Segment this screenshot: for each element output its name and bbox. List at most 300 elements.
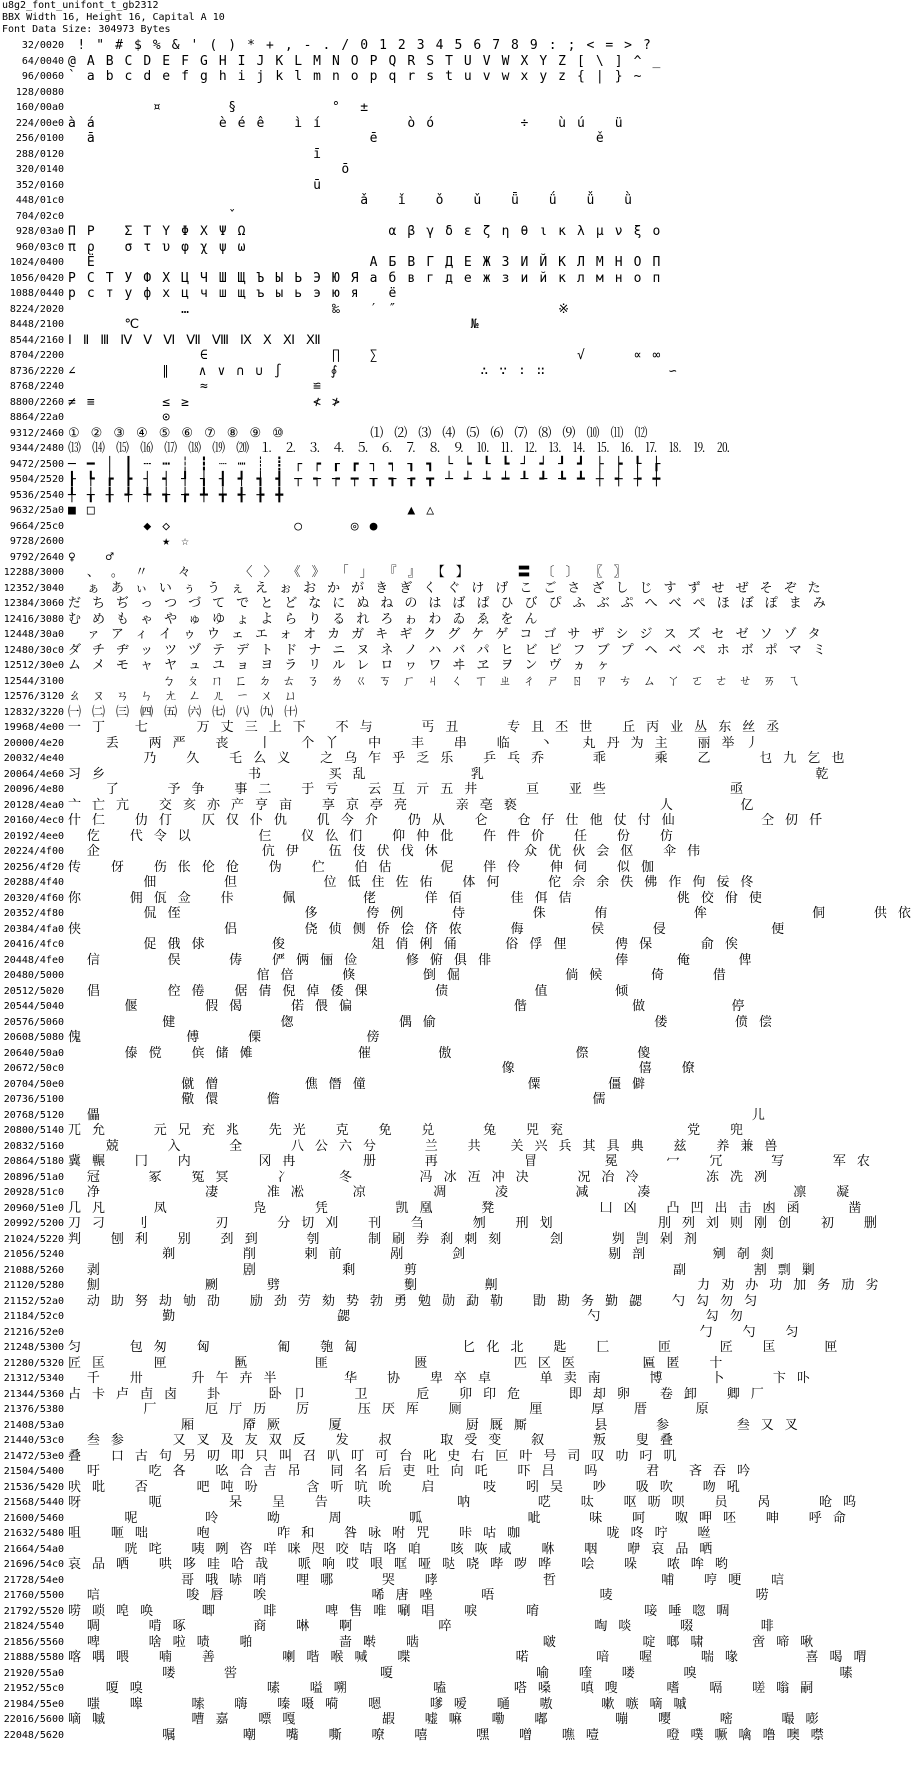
glyph-row bbox=[0, 999, 747, 1015]
row-code-label: 20160/4ec0 bbox=[3, 815, 64, 826]
row-glyphs: ≈ ≌ bbox=[68, 379, 323, 394]
data-size-line: Font Data Size: 304973 Bytes bbox=[2, 24, 171, 35]
row-glyphs: ` a b c d e f g h i j k l m n o p q r s t u v w x y z { | } ~ bbox=[68, 69, 644, 84]
row-code-label: 8864/22a0 bbox=[9, 412, 64, 423]
row-glyphs: 信 俣 俦 俨 俩 俪 俭 修 俯 俱 俳 俸 俺 俾 bbox=[68, 952, 754, 968]
glyph-row bbox=[0, 240, 620, 256]
row-code-label: 21856/5560 bbox=[3, 1636, 64, 1648]
row-code-label: 21984/55e0 bbox=[3, 1698, 64, 1710]
glyph-row bbox=[0, 612, 620, 628]
glyph-row bbox=[0, 38, 653, 54]
row-code-label: 21152/52a0 bbox=[3, 1295, 64, 1307]
glyph-row bbox=[0, 1665, 855, 1682]
row-glyphs: 判 刨 利 别 刭 到 刳 制 刷 券 刹 刺 刻 刽 刿 剀 剁 剂 bbox=[68, 1231, 699, 1247]
row-glyphs: ┠ ┡ ┢ ┣ ┤ ┥ ┦ ┧ ┨ ┩ ┪ ┫ ┬ ┭ ┮ ┯ ┰ ┱ ┲ ┳ ┴ ┵ ┶ ┷ ┸ ┹ ┺ ┻ ┼ ┽ ┾ ┿ bbox=[68, 472, 662, 487]
row-code-label: 320/0140 bbox=[15, 164, 64, 175]
row-glyphs: ∈ ∏ ∑ √ ∝ ∞ bbox=[68, 348, 662, 363]
row-code-label: 21536/5420 bbox=[3, 1481, 64, 1493]
glyph-row bbox=[0, 395, 620, 411]
row-glyphs: 嗤 嗥 嗦 嗨 嗪 嗫 嗬 嗯 嗲 嗳 嗵 嗷 嗽 嗾 嘀 嘁 bbox=[68, 1696, 689, 1712]
row-code-label: 21792/5520 bbox=[3, 1605, 64, 1617]
row-code-label: 21504/5400 bbox=[3, 1466, 64, 1477]
glyph-row bbox=[0, 1479, 742, 1496]
row-code-label: 20992/5200 bbox=[3, 1218, 64, 1229]
row-glyphs: ⒀ ⒁ ⒂ ⒃ ⒄ ⒅ ⒆ ⒇ ⒈ ⒉ ⒊ ⒋ ⒌ ⒍ ⒎ ⒏ ⒐ ⒑ ⒒ ⒓ ⒔ ⒕ ⒖ ⒗ ⒘ ⒙ ⒚ ⒛ bbox=[68, 441, 732, 456]
row-code-label: 12480/30c0 bbox=[3, 644, 64, 656]
row-glyphs: 儡 儿 bbox=[68, 1107, 767, 1123]
row-code-label: 21280/5320 bbox=[3, 1357, 64, 1369]
row-glyphs: 喽 喾 嗄 喻 喹 喽 嗅 嗉 bbox=[68, 1665, 855, 1681]
glyph-row bbox=[0, 1417, 800, 1434]
glyph-row bbox=[0, 1185, 851, 1201]
glyph-row bbox=[0, 1154, 872, 1170]
row-glyphs: 叠 口 古 句 另 叨 叩 只 叫 召 叭 叮 可 台 叱 史 右 叵 叶 号 司 叹 叻 叼 叽 bbox=[68, 1448, 679, 1464]
row-code-label: 19968/4e00 bbox=[3, 722, 64, 733]
row-code-label: 20320/4f60 bbox=[3, 892, 64, 904]
glyph-row bbox=[0, 317, 620, 333]
row-code-label: 21760/5500 bbox=[3, 1590, 64, 1601]
glyph-row bbox=[0, 441, 732, 457]
row-code-label: 21120/5280 bbox=[3, 1280, 64, 1291]
glyph-row bbox=[0, 1526, 713, 1542]
row-code-label: 20448/4fe0 bbox=[3, 954, 64, 966]
row-code-label: 9536/2540 bbox=[9, 489, 64, 501]
glyph-row bbox=[0, 565, 629, 581]
row-glyphs: 什 仁 仂 仃 仄 仅 仆 仇 仉 今 介 仍 从 仑 仓 仔 仕 他 仗 付 仙 仝 仞 仟 bbox=[68, 813, 824, 828]
row-glyphs: Π Ρ Σ Τ Υ Φ Χ Ψ Ω α β γ δ ε ζ η θ ι κ λ μ ν ξ ο bbox=[68, 224, 662, 239]
row-code-label: 12512/30e0 bbox=[3, 660, 64, 671]
row-glyphs: ā ē ě bbox=[68, 131, 606, 146]
row-glyphs: 厂 厄 厅 历 厉 压 厌 厍 厕 厘 厚 厝 原 bbox=[68, 1402, 711, 1417]
row-code-label: 21376/5380 bbox=[3, 1404, 64, 1415]
row-glyphs: ⊙ bbox=[68, 410, 172, 425]
row-glyphs: 刀 刁 刂 刃 分 切 刈 刊 刍 刎 刑 划 刖 列 刘 则 刚 创 初 删 bbox=[68, 1216, 879, 1231]
glyph-row bbox=[0, 1448, 679, 1465]
row-glyphs: 厢 厣 厥 厦 厨 厩 厮 县 参 叁 又 叉 bbox=[68, 1417, 800, 1433]
row-glyphs: ァ ア ィ イ ゥ ウ ェ エ ォ オ カ ガ キ ギ ク グ ケ ゲ コ ゴ サ ザ シ ジ ス ズ セ ゼ ソ ゾ タ bbox=[68, 627, 823, 642]
font-name-line: u8g2_font_unifont_t_gb2312 bbox=[2, 0, 159, 11]
glyph-row bbox=[0, 689, 620, 705]
glyph-row bbox=[0, 968, 728, 984]
row-code-label: 20544/5040 bbox=[3, 1001, 64, 1012]
row-glyphs: 企 伉 伊 伍 伎 伏 伐 休 众 优 伙 会 伛 伞 伟 bbox=[68, 844, 702, 859]
glyph-row bbox=[0, 1138, 780, 1155]
glyph-row bbox=[0, 1371, 812, 1387]
row-glyphs: ¤ § ° ± bbox=[68, 100, 370, 115]
glyph-row bbox=[0, 596, 828, 612]
row-code-label: 20064/4e60 bbox=[3, 768, 64, 780]
row-glyphs: 传 伢 伤 伥 伦 伧 伪 伫 伯 估 伲 伴 伶 伸 伺 似 伽 bbox=[68, 859, 656, 875]
glyph-row bbox=[0, 658, 620, 674]
row-glyphs: ∠ ∥ ∧ ∨ ∩ ∪ ∫ ∮ ∴ ∵ ∶ ∷ ∽ bbox=[68, 363, 679, 379]
row-code-label: 20416/4fc0 bbox=[3, 939, 64, 950]
row-glyphs: 哥 哦 哧 哨 哩 哪 哭 哮 哲 哺 哼 哽 唁 bbox=[68, 1572, 786, 1588]
row-glyphs: 啤 啥 啦 啧 啪 啬 啭 啮 啵 啶 啷 啸 啻 啼 啾 bbox=[68, 1634, 815, 1650]
row-glyphs: 习 乡 书 买 乱 乳 乾 bbox=[68, 766, 831, 782]
row-code-label: 8544/2160 bbox=[9, 334, 64, 346]
row-code-label: 20608/5080 bbox=[3, 1032, 64, 1043]
row-glyphs: 吠 吡 否 吧 吨 吩 含 听 吭 吮 启 吱 吲 吴 吵 吸 吹 吻 吼 bbox=[68, 1479, 742, 1495]
row-glyphs: ℃ № bbox=[68, 317, 481, 332]
glyph-row bbox=[0, 100, 620, 116]
row-glyphs: 僦 僧 僬 僭 僮 僳 僵 僻 bbox=[68, 1076, 647, 1092]
row-code-label: 21664/54a0 bbox=[3, 1543, 64, 1555]
glyph-row bbox=[0, 673, 802, 690]
glyph-row bbox=[0, 705, 620, 721]
glyph-row bbox=[0, 1650, 869, 1666]
glyph-row bbox=[0, 580, 823, 597]
row-glyphs: 冀 冁 冂 内 冈 冉 册 再 冒 冕 冖 冗 写 军 农 bbox=[68, 1154, 872, 1169]
glyph-row bbox=[0, 286, 620, 302]
row-glyphs: 匀 包 匆 匈 匍 匏 匐 匕 化 北 匙 匚 匝 匠 匡 匣 bbox=[68, 1340, 839, 1355]
row-code-label: 20512/5020 bbox=[3, 985, 64, 997]
row-code-label: 20224/4f00 bbox=[3, 846, 64, 857]
row-code-label: 96/0060 bbox=[21, 71, 64, 82]
glyph-row bbox=[0, 828, 675, 845]
glyph-row bbox=[0, 456, 662, 473]
row-code-label: 20000/4e20 bbox=[3, 737, 64, 749]
glyph-row bbox=[0, 1681, 815, 1697]
glyph-row bbox=[0, 178, 620, 194]
row-code-label: 20928/51c0 bbox=[3, 1187, 64, 1198]
glyph-row bbox=[0, 906, 913, 922]
glyph-row bbox=[0, 735, 761, 752]
row-glyphs: 兀 允 元 兄 充 兆 先 光 克 免 兑 兔 兕 兖 党 兜 bbox=[68, 1123, 745, 1138]
glyph-row bbox=[0, 1076, 647, 1093]
row-code-label: 21248/5300 bbox=[3, 1342, 64, 1353]
row-glyphs: 侠 侣 侥 侦 侧 侨 侩 侪 侬 侮 侯 侵 便 bbox=[68, 921, 786, 937]
row-glyphs: だ ち ぢ っ つ づ て で と ど な に ぬ ね の は ば ぱ ひ び ぴ ふ ぶ ぷ へ べ ぺ ほ ぼ ぽ ま み bbox=[68, 596, 828, 611]
glyph-row bbox=[0, 333, 620, 349]
row-code-label: 704/02c0 bbox=[15, 210, 64, 222]
row-glyphs: 几 凡 凤 凫 凭 凯 凰 凳 凵 凶 凸 凹 出 击 凼 函 凿 bbox=[68, 1200, 863, 1216]
row-glyphs: 冠 冢 冤 冥 冫 冬 冯 冰 冱 冲 决 况 冶 冷 冻 冼 冽 bbox=[68, 1169, 769, 1185]
row-glyphs: 嘀 嘁 嘈 嘉 嘌 嘎 嘏 嘘 嘛 嘞 嘟 嘣 嘤 嘧 嘬 嘭 bbox=[68, 1712, 821, 1727]
glyph-row bbox=[0, 425, 650, 442]
glyph-row bbox=[0, 890, 764, 907]
glyph-row bbox=[0, 270, 662, 287]
glyph-row bbox=[0, 348, 662, 364]
glyph-row bbox=[0, 534, 620, 550]
row-code-label: 20256/4f20 bbox=[3, 861, 64, 873]
glyph-row bbox=[0, 952, 754, 969]
glyph-row bbox=[0, 1355, 724, 1372]
row-glyphs: 千 卅 升 午 卉 半 华 协 卑 卒 卓 单 卖 南 博 卜 卞 卟 bbox=[68, 1371, 812, 1386]
row-code-label: 21024/5220 bbox=[3, 1233, 64, 1245]
glyph-row bbox=[0, 1433, 675, 1449]
row-code-label: 21440/53c0 bbox=[3, 1435, 64, 1446]
row-glyphs: 促 俄 俅 俊 俎 俏 俐 俑 俗 俘 俚 俜 保 俞 俟 bbox=[68, 937, 740, 952]
row-glyphs: 呢 呤 呦 周 呱 呲 味 呵 呶 呷 呸 呻 呼 命 bbox=[68, 1510, 848, 1526]
row-code-label: 20096/4e80 bbox=[3, 784, 64, 795]
row-code-label: 9312/2460 bbox=[9, 427, 64, 439]
glyph-row bbox=[0, 1402, 711, 1418]
row-code-label: 8768/2240 bbox=[9, 381, 64, 392]
glyph-row bbox=[0, 131, 620, 147]
glyph-row bbox=[0, 1216, 879, 1232]
row-code-label: 12288/3000 bbox=[3, 567, 64, 578]
row-code-label: 21216/52e0 bbox=[3, 1326, 64, 1338]
glyph-row bbox=[0, 1030, 620, 1046]
glyph-row bbox=[0, 1712, 821, 1728]
glyph-row bbox=[0, 1557, 730, 1573]
row-code-label: 21056/5240 bbox=[3, 1249, 64, 1260]
row-code-label: 21344/5360 bbox=[3, 1388, 64, 1400]
row-code-label: 20832/5160 bbox=[3, 1140, 64, 1152]
row-code-label: 1056/0420 bbox=[9, 272, 64, 284]
glyph-row bbox=[0, 1324, 800, 1341]
glyph-row bbox=[0, 1278, 880, 1294]
glyph-row bbox=[0, 1061, 697, 1077]
glyph-row bbox=[0, 503, 620, 519]
row-code-label: 21888/5580 bbox=[3, 1652, 64, 1663]
row-glyphs: 偃 假 偈 偌 偎 偏 偕 做 停 bbox=[68, 999, 747, 1014]
row-code-label: 8448/2100 bbox=[9, 319, 64, 330]
glyph-row bbox=[0, 1092, 620, 1108]
glyph-row bbox=[0, 844, 702, 860]
glyph-row bbox=[0, 1603, 731, 1620]
glyph-row bbox=[0, 115, 625, 132]
glyph-row bbox=[0, 813, 824, 829]
row-code-label: 8704/2200 bbox=[9, 350, 64, 361]
row-code-label: 20736/5100 bbox=[3, 1094, 64, 1105]
row-glyphs: 倌 倍 倏 倒 倔 倘 候 倚 借 bbox=[68, 968, 728, 983]
row-glyphs: à á è é ê ì í ò ó ÷ ù ú ü bbox=[68, 115, 625, 131]
row-code-label: 21696/54c0 bbox=[3, 1559, 64, 1570]
glyph-row bbox=[0, 1510, 848, 1527]
row-glyphs: 嗄 嗅 嗉 嗌 嗍 嗑 嗒 嗓 嗔 嗖 嗜 嗝 嗟 嗡 嗣 bbox=[68, 1681, 815, 1696]
glyph-row bbox=[0, 1107, 767, 1124]
row-glyphs: 剃 削 剌 前 剐 剑 剔 剖 剜 剞 剡 bbox=[68, 1247, 776, 1262]
glyph-row bbox=[0, 1200, 863, 1217]
glyph-row bbox=[0, 1588, 771, 1604]
glyph-row bbox=[0, 1309, 745, 1325]
row-glyphs: ─ ━ │ ┃ ┄ ┅ ┆ ┇ ┈ ┉ ┊ ┋ ┌ ┍ ┎ ┏ ┐ ┑ ┒ ┓ └ ┕ ┖ ┗ ┘ ┙ ┚ ┛ ├ ┝ ┞ ┟ bbox=[68, 456, 662, 472]
row-code-label: 20128/4ea0 bbox=[3, 799, 64, 811]
glyph-row bbox=[0, 1541, 714, 1558]
row-code-label: 12352/3040 bbox=[3, 582, 64, 594]
row-glyphs: ! " # $ % & ' ( ) * + , - . / 0 1 2 3 4 5 6 7 8 9 : ; < = > ? bbox=[68, 38, 653, 53]
row-code-label: 288/0120 bbox=[15, 148, 64, 160]
row-glyphs: ǎ ǐ ǒ ǔ ǖ ǘ ǚ ǜ bbox=[68, 193, 634, 208]
row-code-label: 8224/2020 bbox=[9, 303, 64, 315]
row-code-label: 22016/5600 bbox=[3, 1714, 64, 1725]
row-glyphs: Ⅰ Ⅱ Ⅲ Ⅳ Ⅴ Ⅵ Ⅶ Ⅷ Ⅸ Ⅹ Ⅺ Ⅻ bbox=[68, 332, 323, 348]
row-code-label: 960/03c0 bbox=[15, 241, 64, 253]
row-code-label: 1088/0440 bbox=[9, 288, 64, 299]
row-glyphs: ★ ☆ bbox=[68, 534, 191, 549]
row-glyphs: 嘱 嘲 嘴 嘶 嘹 嘻 嘿 噌 噍 噎 噔 噗 噘 噙 噜 噢 噤 bbox=[68, 1727, 826, 1743]
glyph-row bbox=[0, 410, 620, 426]
glyph-row bbox=[0, 302, 620, 318]
row-code-label: 12832/3220 bbox=[3, 706, 64, 718]
glyph-row bbox=[0, 1495, 858, 1511]
row-code-label: 21184/52c0 bbox=[3, 1311, 64, 1322]
row-code-label: 928/03a0 bbox=[15, 226, 64, 237]
row-glyphs: ㈠ ㈡ ㈢ ㈣ ㈤ ㈥ ㈦ ㈧ ㈨ ㈩ bbox=[68, 704, 299, 720]
row-glyphs: 呀 呃 呆 呈 告 呋 呐 呓 呔 呕 呖 呗 员 呙 呛 呜 bbox=[68, 1495, 858, 1510]
row-code-label: 352/0160 bbox=[15, 179, 64, 191]
glyph-row bbox=[0, 1464, 752, 1480]
glyph-row bbox=[0, 1262, 817, 1279]
glyph-row bbox=[0, 209, 620, 225]
row-code-label: 128/0080 bbox=[15, 86, 64, 98]
row-code-label: 20288/4f40 bbox=[3, 877, 64, 888]
row-code-label: 22048/5620 bbox=[3, 1729, 64, 1741]
row-code-label: 21312/5340 bbox=[3, 1373, 64, 1384]
row-glyphs: р с т у ф х ц ч ш щ ъ ы ь э ю я ё bbox=[68, 286, 398, 301]
glyph-row bbox=[0, 1619, 776, 1635]
row-glyphs: π ρ σ τ υ φ χ ψ ω bbox=[68, 239, 248, 255]
glyph-row bbox=[0, 1231, 699, 1248]
row-glyphs: 像 僖 僚 bbox=[68, 1061, 697, 1076]
glyph-row bbox=[0, 627, 823, 643]
glyph-row bbox=[0, 797, 755, 814]
glyph-row bbox=[0, 642, 828, 659]
row-glyphs: 劁 劂 劈 劐 劓 力 劝 办 功 加 务 劢 劣 bbox=[68, 1278, 880, 1293]
row-glyphs: Р С Т У Ф Х Ц Ч Ш Щ Ъ Ы Ь Э Ю Я а б в г д е ж з и й к л м н о п bbox=[68, 270, 662, 286]
row-code-label: 12416/3080 bbox=[3, 613, 64, 625]
row-code-label: 20032/4e40 bbox=[3, 753, 64, 764]
glyph-row bbox=[0, 472, 662, 488]
glyph-row bbox=[0, 1014, 774, 1031]
row-glyphs: ū bbox=[68, 177, 323, 193]
row-code-label: 160/00a0 bbox=[15, 102, 64, 113]
glyph-row bbox=[0, 379, 620, 395]
glyph-row bbox=[0, 766, 831, 783]
row-glyphs: 啁 啃 啄 商 啉 啊 啐 啕 啖 啜 啡 bbox=[68, 1619, 776, 1634]
glyph-row bbox=[0, 875, 755, 891]
row-glyphs: 唁 唆 唇 唉 唏 唐 唑 唔 唛 唠 bbox=[68, 1588, 771, 1603]
glyph-row bbox=[0, 921, 786, 938]
row-glyphs: 佃 但 位 低 住 佐 佑 体 何 佗 佘 余 佚 佛 作 佝 佞 佟 bbox=[68, 875, 755, 890]
row-code-label: 64/0040 bbox=[21, 55, 64, 67]
row-code-label: 20384/4fa0 bbox=[3, 923, 64, 935]
row-glyphs: 剥 剧 剩 剪 副 割 剽 剿 bbox=[68, 1262, 817, 1278]
row-code-label: 21952/55c0 bbox=[3, 1683, 64, 1694]
row-code-label: 20704/50e0 bbox=[3, 1078, 64, 1090]
glyph-row bbox=[0, 720, 781, 736]
row-code-label: 20192/4ee0 bbox=[3, 830, 64, 842]
row-glyphs: 唠 唢 唣 唤 唧 啡 啤 售 唯 唰 唱 唳 唷 唼 唾 唿 啁 bbox=[68, 1603, 731, 1619]
row-glyphs: 勹 勺 匀 bbox=[68, 1324, 800, 1340]
row-code-label: 20576/5060 bbox=[3, 1016, 64, 1028]
row-code-label: 1024/0400 bbox=[9, 257, 64, 268]
row-code-label: 20640/50a0 bbox=[3, 1047, 64, 1059]
row-glyphs: ① ② ③ ④ ⑤ ⑥ ⑦ ⑧ ⑨ ⑩ ⑴ ⑵ ⑶ ⑷ ⑸ ⑹ ⑺ ⑻ ⑼ ⑽ ⑾ ⑿ bbox=[68, 425, 650, 441]
row-glyphs: ㄠ ㄡ ㄢ ㄣ ㄤ ㄥ ㄦ ㄧ ㄨ ㄩ bbox=[68, 689, 299, 704]
row-glyphs: 仡 代 令 以 仨 仪 仫 们 仰 仲 仳 仵 件 价 任 份 仿 bbox=[68, 828, 675, 844]
row-code-label: 12384/3060 bbox=[3, 598, 64, 609]
row-code-label: 256/0100 bbox=[15, 133, 64, 144]
row-code-label: 12544/3100 bbox=[3, 675, 64, 687]
glyph-row bbox=[0, 255, 662, 271]
glyph-row bbox=[0, 1340, 839, 1356]
row-code-label: 12576/3120 bbox=[3, 691, 64, 702]
glyph-row bbox=[0, 519, 620, 535]
row-glyphs: ダ チ ヂ ッ ツ ヅ テ デ ト ド ナ ニ ヌ ネ ノ ハ バ パ ヒ ビ ピ フ ブ プ ヘ ベ ペ ホ ボ ポ マ ミ bbox=[68, 642, 828, 658]
row-code-label: 9728/2600 bbox=[9, 536, 64, 547]
row-code-label: 20896/51a0 bbox=[3, 1171, 64, 1183]
row-glyphs: ╀ ╁ ╂ ╃ ╄ ╅ ╆ ╇ ╈ ╉ ╊ ╋ bbox=[68, 487, 285, 503]
row-code-label: 8736/2220 bbox=[9, 365, 64, 377]
glyph-row bbox=[0, 937, 740, 953]
row-glyphs: @ A B C D E F G H I J K L M N O P Q R S T U V W X Y Z [ \ ] ^ _ bbox=[68, 53, 662, 69]
glyph-row bbox=[0, 1123, 745, 1139]
row-code-label: 9472/2500 bbox=[9, 458, 64, 470]
glyph-row bbox=[0, 782, 745, 798]
row-code-label: 9344/2480 bbox=[9, 443, 64, 454]
row-glyphs: … ‰ ′ ″ ※ bbox=[68, 301, 571, 317]
row-glyphs: 亠 亡 亢 交 亥 亦 产 亨 亩 享 京 亭 亮 亲 亳 亵 人 亿 bbox=[68, 797, 755, 813]
row-code-label: 20800/5140 bbox=[3, 1125, 64, 1136]
row-code-label: 8800/2260 bbox=[9, 396, 64, 408]
glyph-row bbox=[0, 147, 620, 163]
row-code-label: 224/00e0 bbox=[15, 117, 64, 129]
row-glyphs: ㄅ ㄆ ㄇ ㄈ ㄉ ㄊ ㄋ ㄌ ㄍ ㄎ ㄏ ㄐ ㄑ ㄒ ㄓ ㄔ ㄕ ㄖ ㄗ ㄘ ㄙ ㄚ ㄛ ㄜ ㄝ ㄞ ㄟ bbox=[68, 673, 802, 689]
row-glyphs: 兢 入 全 八 公 六 兮 兰 共 关 兴 兵 其 具 典 兹 养 兼 兽 bbox=[68, 1138, 780, 1154]
row-code-label: 448/01c0 bbox=[15, 195, 64, 206]
glyph-row bbox=[0, 488, 620, 504]
glyph-row bbox=[0, 550, 620, 566]
row-glyphs: 、 。 〃 々 〈 〉 《 》 「 」 『 』 【 】 〓 〔 〕 〖 〗 bbox=[68, 565, 629, 580]
row-code-label: 21408/53a0 bbox=[3, 1419, 64, 1431]
row-glyphs: 儆 儇 儋 儒 bbox=[68, 1092, 608, 1107]
row-code-label: 32/0020 bbox=[21, 40, 64, 51]
row-glyphs: 一 丁 七 万 丈 三 上 下 不 与 丐 丑 专 且 丕 世 丘 丙 业 丛 东 丝 丞 bbox=[68, 720, 781, 735]
row-code-label: 21920/55a0 bbox=[3, 1667, 64, 1679]
row-glyphs: ◆ ◇ ○ ◎ ● bbox=[68, 518, 380, 534]
glyph-row bbox=[0, 1293, 759, 1310]
row-code-label: 20672/50c0 bbox=[3, 1063, 64, 1074]
row-glyphs: 了 予 争 事 二 于 亏 云 互 亓 五 井 亘 亚 些 亟 bbox=[68, 782, 745, 797]
glyph-row bbox=[0, 363, 679, 380]
bbx-line: BBX Width 16, Height 16, Capital A 10 bbox=[2, 12, 225, 23]
row-glyphs: ぁ あ ぃ い ぅ う ぇ え ぉ お か が き ぎ く ぐ け げ こ ご さ ざ し じ す ず せ ぜ そ ぞ た bbox=[68, 580, 823, 596]
glyph-row bbox=[0, 53, 662, 70]
row-glyphs: ■ □ ▲ △ bbox=[68, 503, 436, 518]
glyph-row bbox=[0, 859, 656, 876]
glyph-row bbox=[0, 1247, 776, 1263]
glyph-row bbox=[0, 224, 662, 240]
row-code-label: 9792/2640 bbox=[9, 551, 64, 563]
row-code-label: 21600/5460 bbox=[3, 1512, 64, 1524]
row-glyphs: 吁 吃 各 吆 合 吉 吊 同 名 后 吏 吐 向 吒 吓 吕 吗 君 吝 吞 吟 bbox=[68, 1464, 752, 1479]
glyph-row bbox=[0, 1386, 766, 1403]
glyph-row bbox=[0, 983, 630, 1000]
row-glyphs: 叁 参 又 叉 及 友 双 反 发 叔 取 受 变 叙 叛 叟 叠 bbox=[68, 1433, 675, 1448]
row-code-label: 9664/25c0 bbox=[9, 520, 64, 532]
row-code-label: 20960/51e0 bbox=[3, 1202, 64, 1214]
row-glyphs: 侃 侄 侈 侉 例 侍 侏 侑 侔 侗 供 依 bbox=[68, 906, 913, 921]
row-code-label: 20864/5180 bbox=[3, 1156, 64, 1167]
glyph-row bbox=[0, 162, 620, 178]
glyph-row bbox=[0, 69, 644, 85]
row-code-label: 21728/54e0 bbox=[3, 1574, 64, 1586]
glyph-row bbox=[0, 193, 634, 209]
glyph-row bbox=[0, 751, 846, 767]
row-glyphs: ī bbox=[68, 146, 323, 162]
row-glyphs: 哀 品 哂 哄 哆 哇 哈 哉 哌 响 哎 哏 哐 哑 哒 哓 哔 哕 哗 哙 哚 哝 哞 哟 bbox=[68, 1557, 730, 1572]
row-glyphs: 健 偬 偶 偷 偻 偾 偿 bbox=[68, 1014, 774, 1030]
row-glyphs: 占 卡 卢 卣 卤 卦 卧 卩 卫 卮 卯 印 危 即 却 卵 卷 卸 卿 厂 bbox=[68, 1386, 766, 1402]
glyph-row bbox=[0, 1045, 652, 1062]
row-glyphs: 傣 傥 傧 储 傩 催 傲 傺 傻 bbox=[68, 1045, 652, 1061]
row-glyphs: 咣 咤 咦 咧 咨 咩 咪 咫 咬 咭 咯 咱 咳 咴 咸 咻 咽 咿 哀 品 哂 bbox=[68, 1541, 714, 1557]
row-glyphs: 乃 久 乇 么 义 之 乌 乍 乎 乏 乐 乒 乓 乔 乖 乘 乙 乜 九 乞 也 bbox=[68, 751, 846, 766]
row-glyphs: ム メ モ ャ ヤ ュ ユ ョ ヨ ラ リ ル レ ロ ヮ ワ ヰ ヱ ヲ ン ヴ ヵ ヶ bbox=[68, 658, 612, 673]
row-glyphs: 匠 匡 匣 匦 匪 匮 匹 区 医 匾 匿 十 bbox=[68, 1355, 724, 1371]
